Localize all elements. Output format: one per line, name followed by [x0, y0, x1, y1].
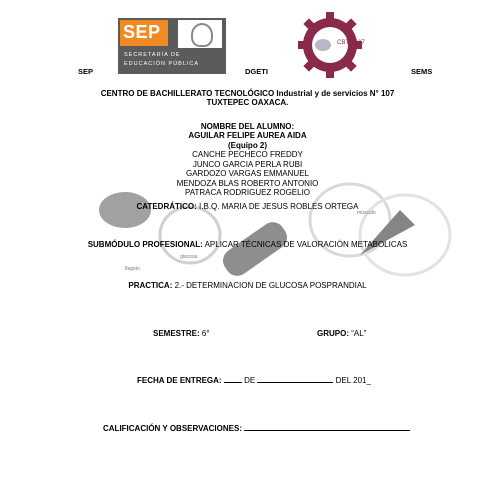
catedratico-row: [0, 202, 495, 211]
grupo-value: “AL”: [351, 329, 367, 338]
student-name: CANCHE PECHECO FREDDY: [192, 150, 303, 159]
catedratico-label: CATEDRÁTICO:: [136, 202, 197, 211]
practica-value: 2.- DETERMINACION DE GLUCOSA POSPRANDIAL: [174, 281, 367, 290]
illustration-label-flagelo: flagelo: [125, 266, 140, 272]
submodulo-label: SUBMÓDULO PROFESIONAL:: [87, 240, 203, 249]
header-sep: SEP: [78, 67, 94, 76]
semestre-row: [153, 329, 210, 338]
student-name: MENDOZA BLAS ROBERTO ANTONIO: [176, 178, 319, 188]
student-name: PATRACA RODRIGUEZ ROGELIO: [184, 188, 311, 197]
sep-logo-line2: EDUCACIÓN PÚBLICA: [124, 61, 200, 67]
student-name: JUNCO GARCIA PERLA RUBI: [192, 159, 303, 169]
fecha-label: FECHA DE ENTREGA:: [137, 376, 222, 385]
calificacion-label: CALIFICACIÓN Y OBSERVACIONES:: [103, 424, 242, 433]
illustration-label-glucosa: glucosa: [180, 254, 198, 260]
header-dgeti: DGETI: [245, 67, 268, 76]
grupo-label: GRUPO:: [317, 329, 349, 338]
student-name: AGUILAR FELIPE AUREA AIDA: [188, 131, 307, 140]
dgeti-gear-logo: [285, 12, 375, 78]
team-label: (Equipo 2): [227, 140, 268, 150]
fecha-day-blank[interactable]: [224, 382, 242, 383]
institution-line1: CENTRO DE BACHILLERATO TECNOLÓGICO Industrial y de servicios N° 107: [100, 89, 395, 98]
semestre-label: SEMESTRE:: [153, 329, 200, 338]
fecha-month-blank[interactable]: [257, 382, 333, 383]
calificacion-blank[interactable]: [244, 430, 410, 431]
submodulo-value: APLICAR TÉCNICAS DE VALORACIÓN METABOLICAS: [204, 240, 408, 249]
students-heading: NOMBRE DEL ALUMNO:: [200, 122, 295, 131]
calificacion-row: [103, 424, 410, 433]
dgeti-logo-text: CBTis 107: [337, 40, 365, 46]
sep-logo: [118, 18, 226, 74]
practica-label: PRACTICA:: [128, 281, 173, 290]
practica-row: [0, 281, 495, 290]
submodulo-row: [0, 240, 495, 249]
student-name: GARDOZO VARGAS EMMANUEL: [186, 169, 309, 178]
sep-logo-line1: SECRETARÍA DE: [124, 52, 181, 58]
students-list: [0, 131, 495, 198]
sep-logo-text: SEP: [123, 22, 161, 42]
semestre-value: 6°: [201, 329, 210, 338]
header-sems: SEMS: [411, 67, 433, 76]
fecha-de: DE: [244, 376, 256, 385]
catedratico-value: I.B.Q. MARIA DE JESUS ROBLES ORTEGA: [199, 202, 359, 211]
mexico-seal-icon: [178, 20, 222, 48]
illustration-label-musculo: músculo: [357, 210, 376, 216]
grupo-row: [317, 329, 366, 338]
fecha-del: DEL 201_: [335, 376, 371, 385]
fecha-row: [137, 376, 371, 385]
institution-line2: TUXTEPEC OAXACA.: [206, 98, 289, 107]
